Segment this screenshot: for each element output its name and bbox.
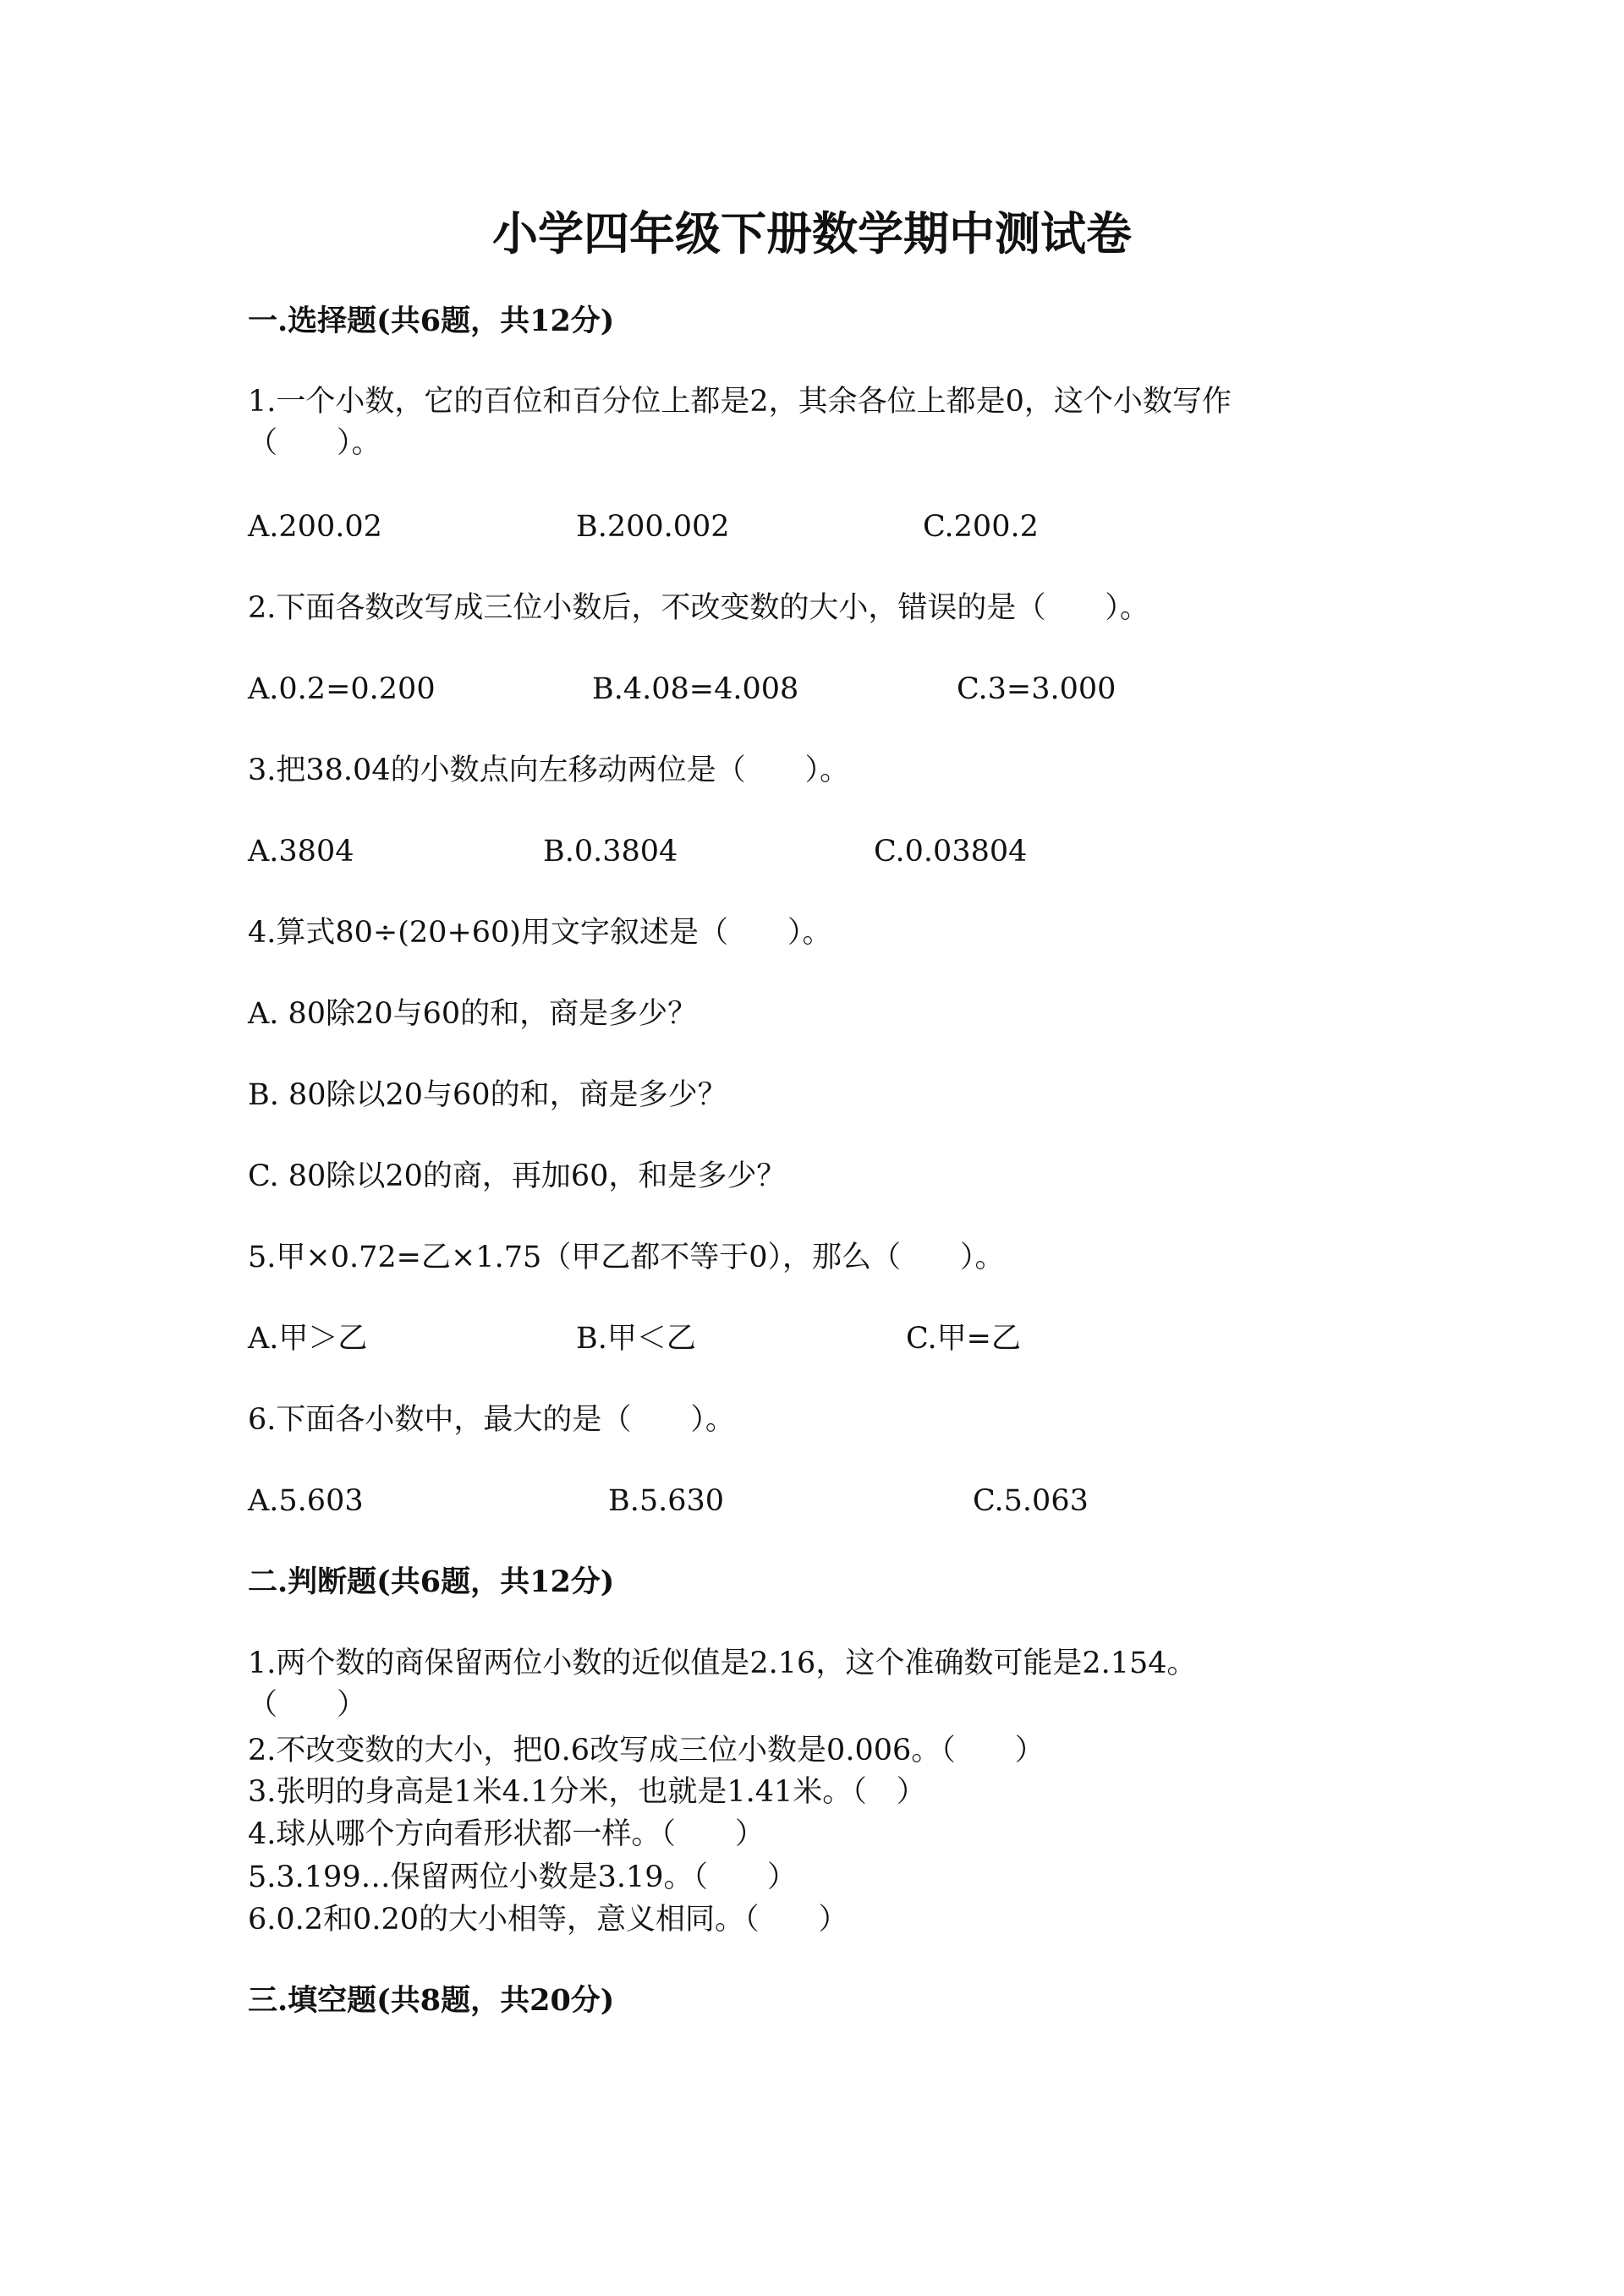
option: C.5.063 xyxy=(973,1484,1089,1518)
question-text: 2.不改变数的大小，把0.6改写成三位小数是0.006。（ ） xyxy=(248,1734,1045,1767)
option: A.200.02 xyxy=(248,510,382,544)
option: C.0.03804 xyxy=(874,835,1028,869)
question-text: 4.算式80÷(20+60)用文字叙述是（ ）。 xyxy=(248,916,832,950)
option: A.3804 xyxy=(248,835,354,869)
section-heading-fill-blank: 三.填空题(共8题，共20分) xyxy=(248,1983,615,2018)
question-text: 4.球从哪个方向看形状都一样。（ ） xyxy=(248,1817,765,1851)
option: C.甲=乙 xyxy=(906,1322,1021,1356)
option: C. 80除以20的商，再加60，和是多少？ xyxy=(248,1159,787,1193)
question-text: 3.张明的身高是1米4.1分米，也就是1.41米。（ ） xyxy=(248,1775,926,1809)
option: B.4.08=4.008 xyxy=(592,672,799,706)
question-text: 3.把38.04的小数点向左移动两位是（ ）。 xyxy=(248,753,850,787)
option: C.200.2 xyxy=(923,510,1039,544)
section-heading-choice: 一.选择题(共6题，共12分) xyxy=(248,304,615,338)
question-blank: （ ）。 xyxy=(248,426,381,460)
option: B.200.002 xyxy=(576,510,730,544)
page-title: 小学四年级下册数学期中测试卷 xyxy=(492,206,1132,260)
option: B.0.3804 xyxy=(543,835,678,869)
question-blank: （ ） xyxy=(248,1688,367,1722)
option: A.甲＞乙 xyxy=(248,1322,368,1356)
question-text: 5.3.199…保留两位小数是3.19。（ ） xyxy=(248,1860,798,1894)
section-heading-judgement: 二.判断题(共6题，共12分) xyxy=(248,1564,615,1599)
question-text: 1.两个数的商保留两位小数的近似值是2.16，这个准确数可能是2.154。 xyxy=(248,1647,1197,1680)
option: B.5.630 xyxy=(608,1484,725,1518)
option: A. 80除20与60的和，商是多少？ xyxy=(248,997,698,1031)
option: B. 80除以20与60的和，商是多少？ xyxy=(248,1078,727,1112)
question-text: 2.下面各数改写成三位小数后，不改变数的大小，错误的是（ ）。 xyxy=(248,591,1149,625)
question-text: 1.一个小数，它的百位和百分位上都是2，其余各位上都是0，这个小数写作 xyxy=(248,385,1232,419)
option: B.甲＜乙 xyxy=(576,1322,696,1356)
option: A.0.2=0.200 xyxy=(248,672,436,706)
question-text: 6.下面各小数中，最大的是（ ）。 xyxy=(248,1403,735,1437)
question-text: 6.0.2和0.20的大小相等，意义相同。（ ） xyxy=(248,1903,848,1937)
question-text: 5.甲×0.72=乙×1.75（甲乙都不等于0），那么（ ）。 xyxy=(248,1241,1005,1274)
option: C.3=3.000 xyxy=(957,672,1116,706)
option: A.5.603 xyxy=(248,1484,364,1518)
